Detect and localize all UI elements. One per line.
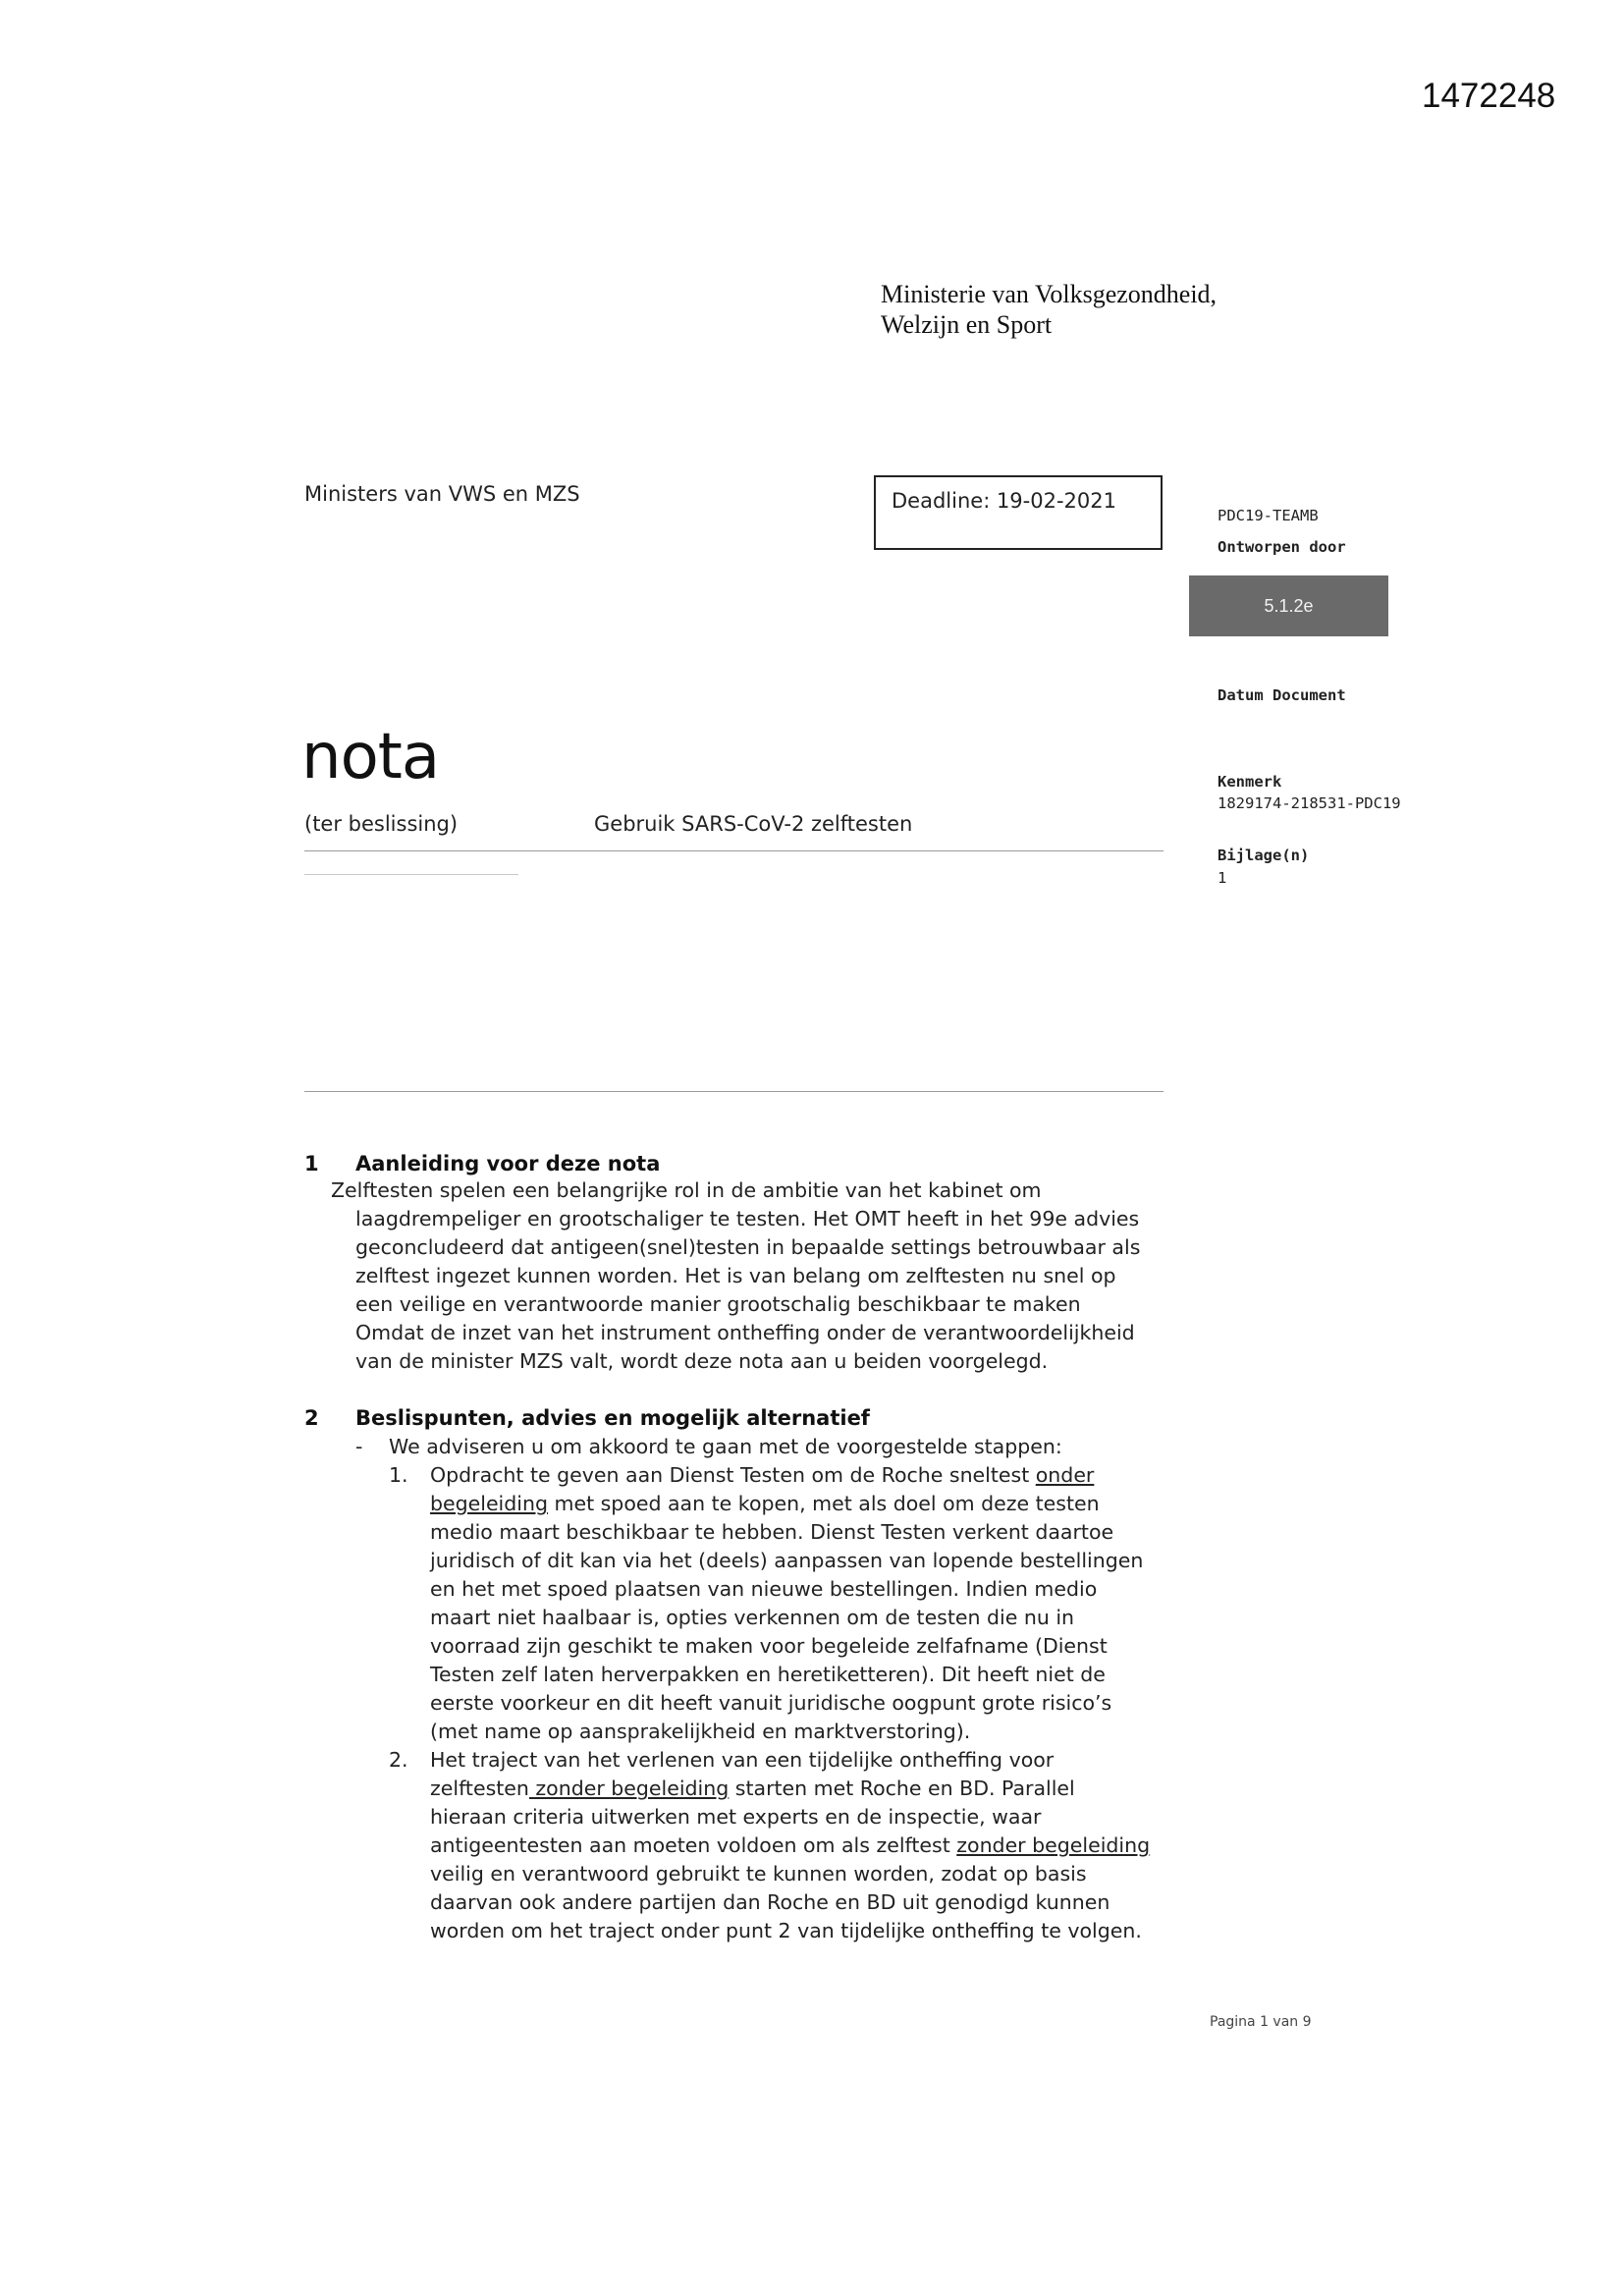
list-item-2-line: Het traject van het verlenen van een tijdelijke ontheffing voor <box>430 1748 1055 1772</box>
list-item-2-line: veilig en verantwoord gebruikt te kunnen worden, zodat op basis <box>430 1862 1087 1886</box>
section-1-title: Aanleiding voor deze nota <box>355 1152 661 1175</box>
department-code: PDC19-TEAMB <box>1218 507 1319 524</box>
list-item-1-line: Testen zelf laten herverpakken en heretiketteren). Dit heeft niet de <box>430 1663 1106 1686</box>
section-2-intro: We adviseren u om akkoord te gaan met de voorgestelde stappen: <box>389 1435 1062 1458</box>
section-1-number: 1 <box>304 1152 319 1175</box>
ministry-line-2: Welzijn en Sport <box>881 310 1053 339</box>
section-1-line: geconcludeerd dat antigeen(snel)testen in bepaalde settings betrouwbaar als <box>355 1235 1141 1259</box>
page-number: Pagina 1 van 9 <box>1210 2014 1312 2030</box>
section-1-line: een veilige en verantwoorde manier grootschalig beschikbaar te maken <box>355 1292 1081 1316</box>
section-1-line: Zelftesten spelen een belangrijke rol in de ambitie van het kabinet om <box>331 1178 1042 1202</box>
list-item-1-underlined: begeleiding <box>430 1492 548 1515</box>
recipients: Ministers van VWS en MZS <box>304 482 580 506</box>
attachments-value: 1 <box>1218 869 1227 887</box>
list-item-1-number: 1. <box>389 1463 408 1487</box>
list-item-1-text: Opdracht te geven aan Dienst Testen om de Roche sneltest <box>430 1463 1036 1487</box>
section-2-dash: - <box>355 1435 363 1458</box>
section-2-number: 2 <box>304 1406 319 1430</box>
list-item-1-line: maart niet haalbaar is, opties verkennen om de testen die nu in <box>430 1606 1075 1629</box>
section-2-title: Beslispunten, advies en mogelijk alternatief <box>355 1406 870 1430</box>
reference-value: 1829174-218531-PDC19 <box>1218 794 1401 812</box>
list-item-2-number: 2. <box>389 1748 408 1772</box>
list-item-2-line: hieraan criteria uitwerken met experts en de inspectie, waar <box>430 1805 1042 1829</box>
section-1-line: Omdat de inzet van het instrument ontheffing onder de verantwoordelijkheid <box>355 1321 1135 1344</box>
document-number: 1472248 <box>1422 77 1556 115</box>
list-item-1-line: (met name op aansprakelijkheid en marktverstoring). <box>430 1720 971 1743</box>
divider <box>304 1091 1164 1092</box>
list-item-2-underlined: zonder begeleiding <box>956 1833 1151 1857</box>
date-label: Datum Document <box>1218 686 1346 704</box>
deadline-text: Deadline: 19-02-2021 <box>892 489 1116 513</box>
list-item-1-text: met spoed aan te kopen, met als doel om deze testen <box>547 1492 1100 1515</box>
list-item-1-line: medio maart beschikbaar te hebben. Dienst Testen verkent daartoe <box>430 1520 1114 1544</box>
divider-short <box>304 874 518 875</box>
reference-label: Kenmerk <box>1218 773 1282 791</box>
section-1-line: van de minister MZS valt, wordt deze nota aan u beiden voorgelegd. <box>355 1349 1049 1373</box>
list-item-1-underlined: onder <box>1035 1463 1095 1487</box>
section-1-body <box>331 1176 1195 1376</box>
list-item-2-text: zelftesten <box>430 1777 529 1800</box>
list-item-1-line: juridisch of dit kan via het (deels) aanpassen van lopende bestellingen <box>430 1549 1144 1572</box>
divider <box>304 850 1164 851</box>
decision-type: (ter beslissing) <box>304 812 459 836</box>
list-item-1-line: voorraad zijn geschikt te maken voor begeleide zelfafname (Dienst <box>430 1634 1108 1658</box>
list-item-2 <box>430 1746 1216 1945</box>
attachments-label: Bijlage(n) <box>1218 847 1310 864</box>
list-item-2-underlined: zonder begeleiding <box>528 1777 730 1800</box>
list-item-1 <box>430 1461 1206 1746</box>
section-1-line: zelftest ingezet kunnen worden. Het is van belang om zelftesten nu snel op <box>355 1264 1116 1287</box>
ministry-line-1: Ministerie van Volksgezondheid, <box>881 280 1218 308</box>
redaction-block: 5.1.2e <box>1189 575 1388 636</box>
list-item-1-line: en het met spoed plaatsen van nieuwe bestellingen. Indien medio <box>430 1577 1098 1601</box>
list-item-2-text: antigeentesten aan moeten voldoen om als zelftest <box>430 1833 957 1857</box>
list-item-2-line: daarvan ook andere partijen dan Roche en BD uit genodigd kunnen <box>430 1890 1110 1914</box>
page-title: nota <box>301 721 440 793</box>
section-1-line: laagdrempeliger en grootschaliger te testen. Het OMT heeft in het 99e advies <box>355 1207 1140 1230</box>
list-item-1-line: eerste voorkeur en dit heeft vanuit juridische oogpunt grote risico’s <box>430 1691 1112 1715</box>
list-item-2-line: worden om het traject onder punt 2 van tijdelijke ontheffing te volgen. <box>430 1919 1142 1942</box>
list-item-2-text: starten met Roche en BD. Parallel <box>729 1777 1075 1800</box>
designed-by-label: Ontworpen door <box>1218 538 1346 556</box>
deadline-box <box>874 475 1163 550</box>
subject: Gebruik SARS-CoV-2 zelftesten <box>594 812 913 836</box>
ministry-name <box>881 279 1217 340</box>
